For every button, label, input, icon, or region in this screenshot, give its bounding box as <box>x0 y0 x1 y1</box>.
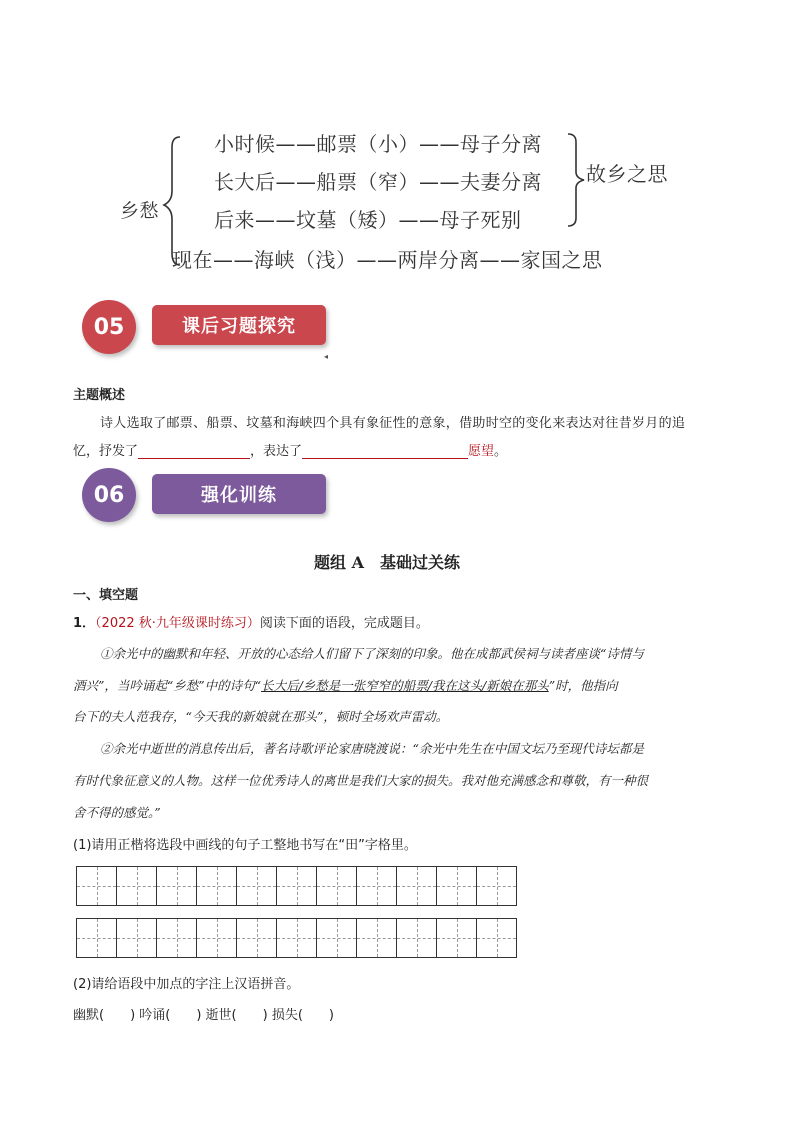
group-title: 题组 A 基础过关练 <box>314 553 460 572</box>
blank-1[interactable] <box>138 444 250 459</box>
passage-1-line-3: 台下的夫人范我存，“今天我的新娘就在那头”，顿时全场欢声雷动。 <box>73 709 449 724</box>
grid-cell[interactable] <box>77 919 117 957</box>
section-06-title: 强化训练 <box>152 474 326 514</box>
grid-cell[interactable] <box>117 867 157 905</box>
passage-2-line-3: 舍不得的感觉。” <box>73 805 161 820</box>
grid-cell[interactable] <box>77 867 117 905</box>
sub-question-1: (1)请用正楷将选段中画线的句子工整地书写在“田”字格里。 <box>73 838 417 853</box>
grid-cell[interactable] <box>277 867 317 905</box>
passage-1-line-2: 酒兴”，当吟诵起“乡愁”中的诗句“长大后/乡愁是一张窄窄的船票/我在这头/新娘在那头”时，他指向 <box>73 678 618 693</box>
grid-cell[interactable] <box>197 919 237 957</box>
grid-cell[interactable] <box>357 919 397 957</box>
grid-cell[interactable] <box>437 867 477 905</box>
grid-cell[interactable] <box>157 867 197 905</box>
grid-cell[interactable] <box>317 867 357 905</box>
caret-mark-icon: ◂ <box>324 352 329 361</box>
grid-cell[interactable] <box>397 919 437 957</box>
grid-cell[interactable] <box>237 919 277 957</box>
diagram-last-line: 现在——海峡（浅）——两岸分离——家国之思 <box>172 248 603 272</box>
question-1-header: 1．（2022 秋·九年级课时练习）阅读下面的语段，完成题目。 <box>73 616 429 631</box>
section-05-number: 05 <box>82 300 136 354</box>
diagram-group-label: 故乡之思 <box>586 162 668 186</box>
diagram-line-3: 后来——坟墓（矮）——母子死别 <box>214 208 522 232</box>
section-06-number: 06 <box>82 468 136 522</box>
diagram-root: 乡愁 <box>120 200 160 222</box>
grid-cell[interactable] <box>277 919 317 957</box>
pinyin-answers[interactable]: 幽默( ) 吟诵( ) 逝世( ) 损失( ) <box>73 1008 334 1023</box>
passage-2-line-1: ②余光中逝世的消息传出后，著名诗歌评论家唐晓渡说：“余光中先生在中国文坛乃至现代诗坛都是 <box>100 741 644 756</box>
passage-1-line-1: ①余光中的幽默和年轻、开放的心态给人们留下了深刻的印象。他在成都武侯祠与读者座谈“诗情与 <box>100 646 644 661</box>
summary-line-2: 忆，抒发了 ，表达了 愿望。 <box>73 444 508 459</box>
grid-cell[interactable] <box>157 919 197 957</box>
passage-2-line-2: 有时代象征意义的人物。这样一位优秀诗人的离世是我们大家的损失。我对他充满感念和尊敬，有一种很 <box>73 773 649 788</box>
writing-grid-row-2[interactable] <box>76 918 517 958</box>
grid-cell[interactable] <box>477 867 516 905</box>
grid-cell[interactable] <box>197 867 237 905</box>
part-1-heading: 一、填空题 <box>73 588 139 603</box>
grid-cell[interactable] <box>317 919 357 957</box>
underlined-verse: 长大后/乡愁是一张窄窄的船票/我在这头/新娘在那头 <box>261 678 549 693</box>
right-brace-icon <box>566 132 588 228</box>
grid-cell[interactable] <box>237 867 277 905</box>
diagram-line-1: 小时候——邮票（小）——母子分离 <box>214 132 542 156</box>
writing-grid-row-1[interactable] <box>76 866 517 906</box>
grid-cell[interactable] <box>357 867 397 905</box>
grid-cell[interactable] <box>477 919 516 957</box>
grid-cell[interactable] <box>437 919 477 957</box>
section-05-title: 课后习题探究 <box>152 305 326 345</box>
sub-question-2: (2)请给语段中加点的字注上汉语拼音。 <box>73 977 300 992</box>
blank-2[interactable] <box>302 444 468 459</box>
theme-diagram <box>0 0 794 280</box>
grid-cell[interactable] <box>397 867 437 905</box>
summary-line-1: 诗人选取了邮票、船票、坟墓和海峡四个具有象征性的意象，借助时空的变化来表达对往昔岁月的追 <box>100 416 686 431</box>
summary-heading: 主题概述 <box>73 388 126 403</box>
grid-cell[interactable] <box>117 919 157 957</box>
diagram-line-2: 长大后——船票（窄）——夫妻分离 <box>214 170 542 194</box>
